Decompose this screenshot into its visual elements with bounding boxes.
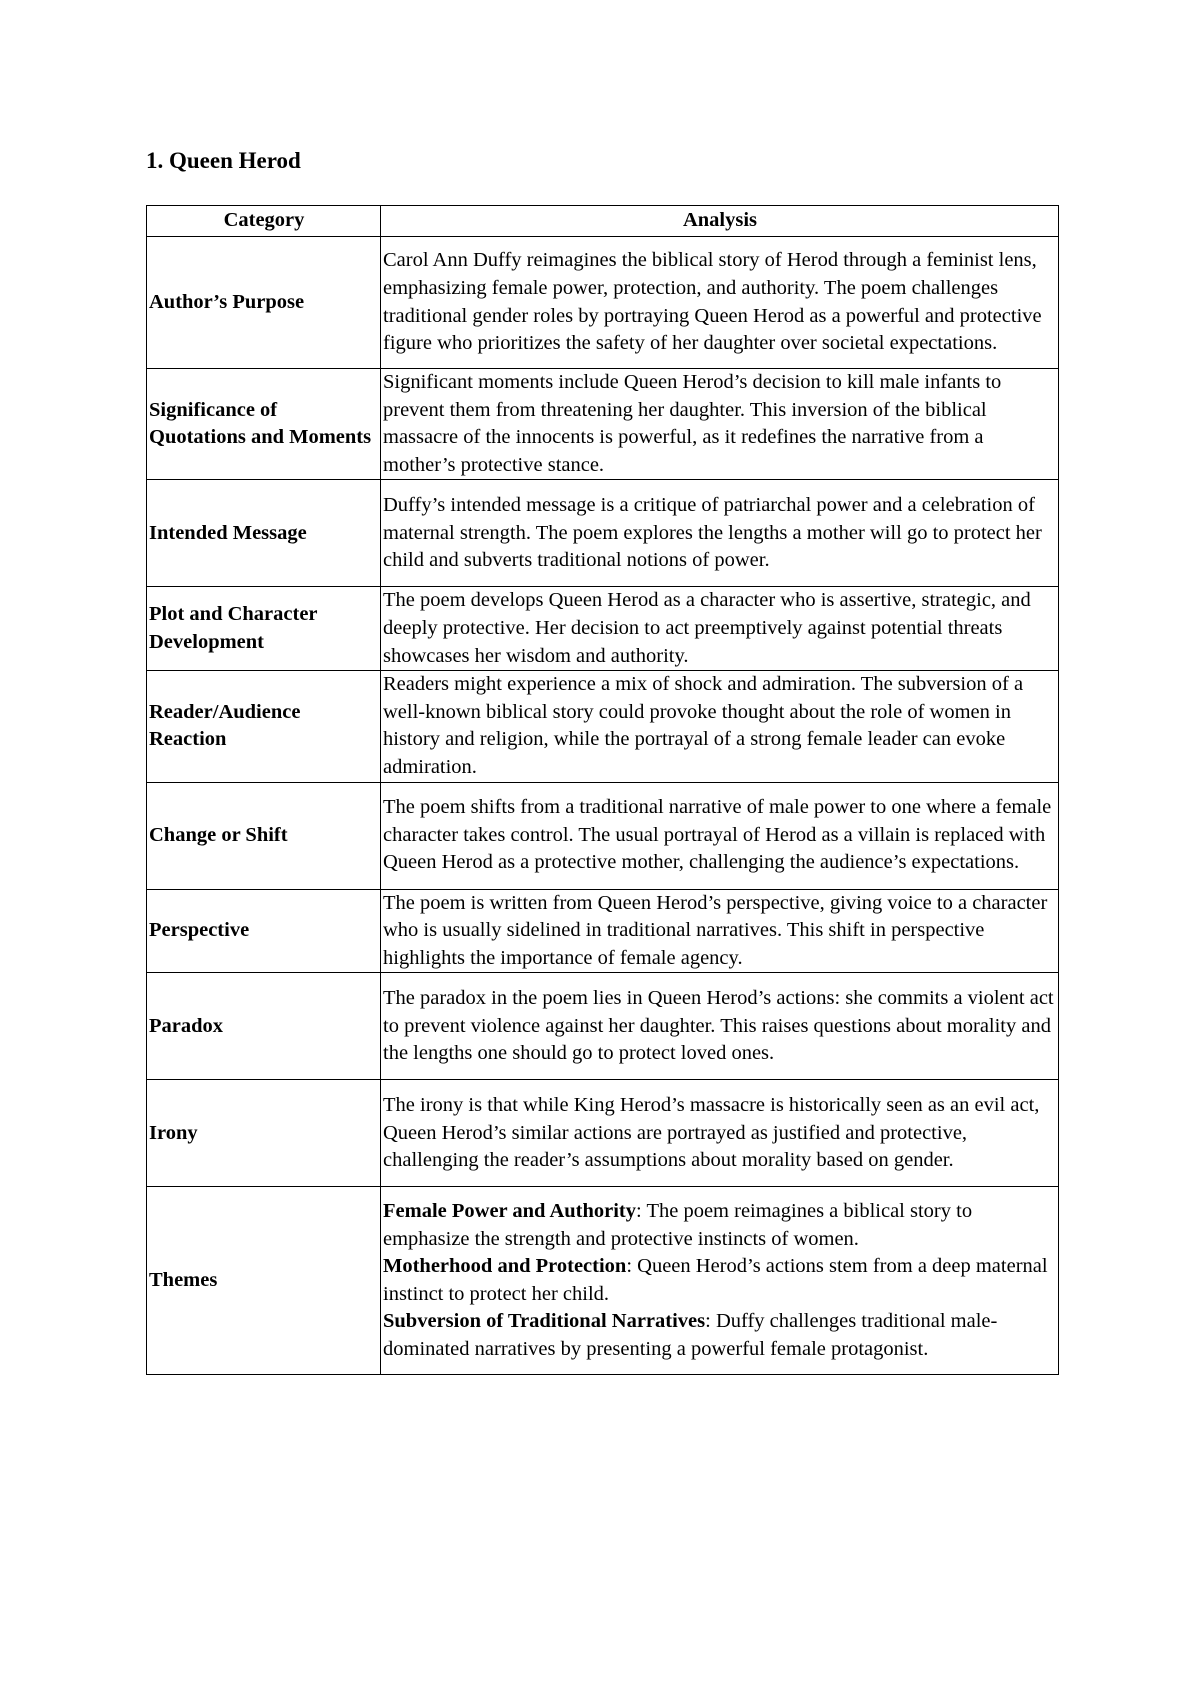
theme-description: : Queen Herod’s actions stem from a deep maternal instinct to protect her child. — [383, 1255, 1048, 1305]
row-analysis: Carol Ann Duffy reimagines the biblical story of Herod through a feminist lens, emphasizing female power, protection, and authority. The poem challenges traditional gender roles by portraying Queen Herod as a powerful and protective figure who prioritizes the safety of her daughter over societal expectations. — [381, 237, 1059, 369]
row-category: Reader/Audience Reaction — [147, 671, 381, 782]
table-row — [147, 369, 1059, 480]
row-analysis: Readers might experience a mix of shock and admiration. The subversion of a well-known biblical story could provoke thought about the role of women in history and religion, while the portrayal of a strong female leader can evoke admiration. — [381, 671, 1059, 782]
row-category: Author’s Purpose — [147, 237, 381, 369]
table-row — [147, 782, 1059, 889]
table-row — [147, 480, 1059, 587]
theme-description: : Duffy challenges traditional male-dominated narratives by presenting a powerful female protagonist. — [383, 1310, 998, 1360]
table-row-themes — [147, 1187, 1059, 1375]
theme-name: Motherhood and Protection — [383, 1255, 627, 1278]
table-row — [147, 587, 1059, 671]
theme-description: : The poem reimagines a biblical story to emphasize the strength and protective instincts of women. — [383, 1200, 973, 1250]
theme-name: Subversion of Traditional Narratives — [383, 1310, 706, 1333]
table-row — [147, 973, 1059, 1080]
table-row — [147, 671, 1059, 782]
row-category: Change or Shift — [147, 782, 381, 889]
row-category: Plot and Character Development — [147, 587, 381, 671]
row-category: Perspective — [147, 889, 381, 973]
table-row — [147, 889, 1059, 973]
theme-name: Female Power and Authority — [383, 1200, 636, 1223]
row-analysis: The poem is written from Queen Herod’s perspective, giving voice to a character who is usually sidelined in traditional narratives. This shift in perspective highlights the importance of female agency. — [381, 889, 1059, 973]
page-title: 1. Queen Herod — [146, 148, 301, 173]
row-analysis: Significant moments include Queen Herod’s decision to kill male infants to prevent them from threatening her daughter. This inversion of the biblical massacre of the innocents is powerful, as it redefines the narrative from a mother’s protective stance. — [381, 369, 1059, 480]
row-analysis: The poem shifts from a traditional narrative of male power to one where a female character takes control. The usual portrayal of Herod as a villain is replaced with Queen Herod as a protective mother, challenging the audience’s expectations. — [381, 782, 1059, 889]
theme-item — [383, 1198, 1057, 1253]
row-analysis: The paradox in the poem lies in Queen Herod’s actions: she commits a violent act to prevent violence against her daughter. This raises questions about morality and the lengths one should go to protect loved ones. — [381, 973, 1059, 1080]
row-analysis-themes — [381, 1187, 1059, 1375]
row-analysis: The poem develops Queen Herod as a character who is assertive, strategic, and deeply protective. Her decision to act preemptively against potential threats showcases her wisdom and authority. — [381, 587, 1059, 671]
analysis-table — [146, 205, 1059, 1375]
theme-item — [383, 1253, 1057, 1308]
row-analysis: Duffy’s intended message is a critique of patriarchal power and a celebration of maternal strength. The poem explores the lengths a mother will go to protect her child and subverts traditional notions of power. — [381, 480, 1059, 587]
row-category: Themes — [147, 1187, 381, 1375]
column-header-category: Category — [147, 206, 381, 237]
row-category: Intended Message — [147, 480, 381, 587]
column-header-analysis: Analysis — [381, 206, 1059, 237]
table-header-row — [147, 206, 1059, 237]
row-category: Paradox — [147, 973, 381, 1080]
theme-item — [383, 1308, 1057, 1363]
table-row — [147, 237, 1059, 369]
row-analysis: The irony is that while King Herod’s massacre is historically seen as an evil act, Queen Herod’s similar actions are portrayed as justified and protective, challenging the reader’s assumptions about morality based on gender. — [381, 1080, 1059, 1187]
row-category: Irony — [147, 1080, 381, 1187]
table-row — [147, 1080, 1059, 1187]
row-category: Significance of Quotations and Moments — [147, 369, 381, 480]
